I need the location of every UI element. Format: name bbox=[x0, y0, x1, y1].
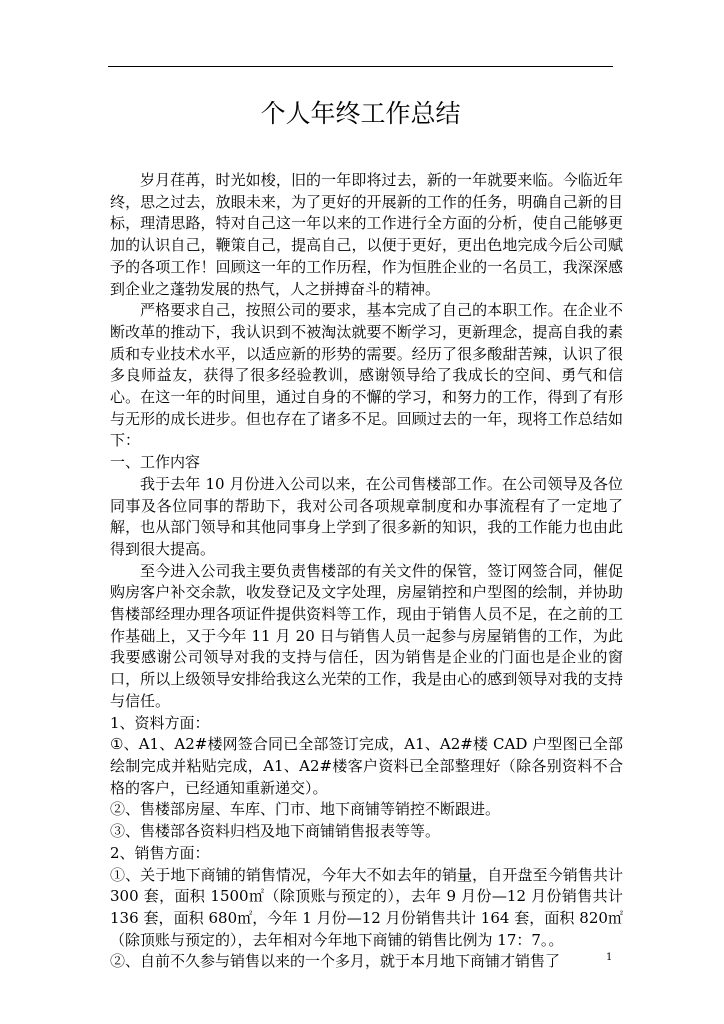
document-title: 个人年终工作总结 bbox=[260, 99, 461, 128]
list-item: ③、售楼部各资料归档及地下商铺销售报表等等。 bbox=[110, 822, 441, 841]
document-body bbox=[110, 170, 623, 973]
subsection-heading: 1、资料方面： bbox=[110, 713, 210, 732]
section-heading: 一、工作内容 bbox=[110, 453, 201, 472]
page-number: 1 bbox=[606, 952, 613, 963]
body-paragraph: 我于去年 10 月份进入公司以来，在公司售楼部工作。在公司领导及各位同事及各位同事的帮助下，我对公司各项规章制度和办事流程有了一定地了解，也从部门领导和其他同事身上学到了很多新的知识，我的工作能力也由此得到很大提高。 bbox=[110, 474, 623, 558]
body-paragraph: 至今进入公司我主要负责售楼部的有关文件的保管，签订网签合同，催促购房客户补交余款，收发登记及文字处理，房屋销控和户型图的绘制，并协助售楼部经理办理各项证件提供资料等工作，现由于销售人员不足，在之前的工作基础上，又于今年 11 月 20 日与销售人员一起参与房屋销售的工作，为此我要感谢公司领导对我的支持与信任，因为销售是企业的门面也是企业的窗口，所以上级领导安排给我这么光荣的工作，我是由心的感到领导对我的支持与信任。 bbox=[110, 561, 623, 710]
subsection-heading: 2、销售方面： bbox=[110, 843, 210, 862]
list-item: ②、售楼部房屋、车库、门市、地下商铺等销控不断跟进。 bbox=[110, 800, 501, 819]
list-item: ①、A1、A2#楼网签合同已全部签订完成，A1、A2#楼 CAD 户型图已全部绘制完成并粘贴完成，A1、A2#楼客户资料已全部整理好（除各别资料不合格的客户，已经通知重新递交）。 bbox=[110, 735, 623, 797]
list-item: ②、自前不久参与销售以来的一个多月，就于本月地下商铺才销售了 bbox=[110, 952, 561, 971]
body-paragraph: 严格要求自己，按照公司的要求，基本完成了自己的本职工作。在企业不断改革的推动下，我认识到不被淘汰就要不断学习，更新理念，提高自我的素质和专业技术水平，以适应新的形势的需要。经历了很多酸甜苦辣，认识了很多良师益友，获得了很多经验教训，感谢领导给了我成长的空间、勇气和信心。在这一年的时间里，通过自身的不懈的学习，和努力的工作，得到了有形与无形的成长进步。但也存在了诸多不足。回顾过去的一年，现将工作总结如下： bbox=[110, 301, 623, 450]
list-item: ①、关于地下商铺的销售情况，今年大不如去年的销量，自开盘至今销售共计 300 套，面积 1500㎡（除顶账与预定的），去年 9 月份—12 月份销售共计 136 套，面积 680㎡，今年 1 月份—12 月份销售共计 164 套，面积 820㎡（除顶账与预定的），去年相对今年地下商铺的销售比例为 17：7。。 bbox=[110, 865, 623, 949]
header-rule bbox=[108, 66, 613, 67]
body-paragraph: 岁月荏苒，时光如梭，旧的一年即将过去，新的一年就要来临。今临近年终，思之过去，放眼未来，为了更好的开展新的工作的任务，明确自己新的目标，理清思路，特对自己这一年以来的工作进行全方面的分析，使自己能够更加的认识自己，鞭策自己，提高自己，以便于更好，更出色地完成今后公司赋予的各项工作！回顾这一年的工作历程，作为恒胜企业的一名员工，我深深感到企业之蓬勃发展的热气，人之拼搏奋斗的精神。 bbox=[110, 171, 623, 298]
